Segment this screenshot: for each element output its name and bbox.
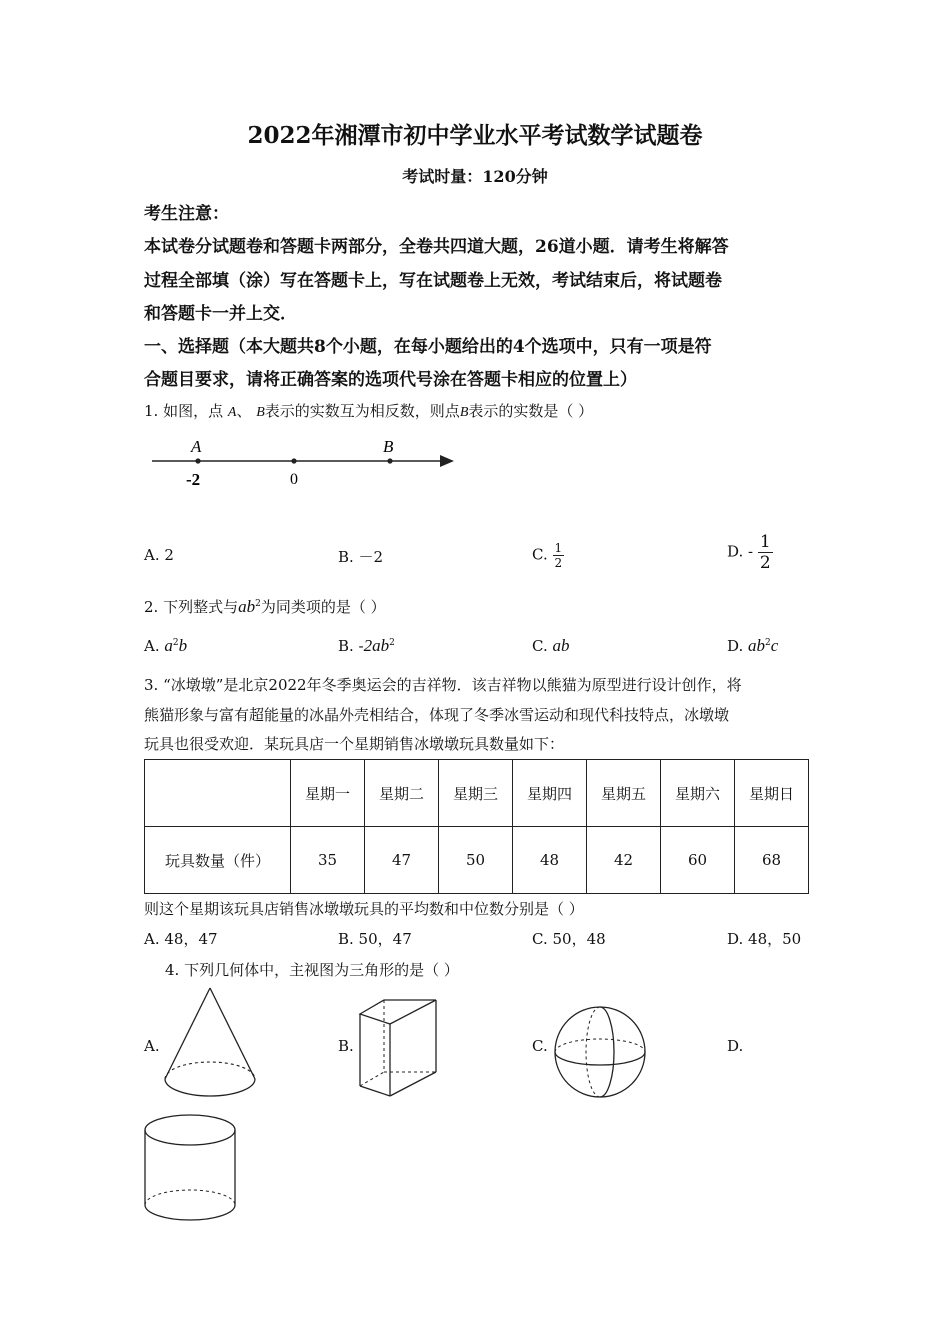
- section-heading-line-2: 合题目要求，请将正确答案的选项代号涂在答题卡相应的位置上）: [144, 370, 637, 390]
- q1-option-d-prefix: D. -: [727, 542, 754, 561]
- table-header-cell: 星期三: [439, 760, 513, 827]
- table-header-cell: 星期六: [661, 760, 735, 827]
- table-header-cell: 星期四: [513, 760, 587, 827]
- q4-option-a[interactable]: A.: [144, 1037, 160, 1055]
- table-cell: 47: [365, 827, 439, 894]
- table-header-row: [145, 760, 809, 827]
- exam-duration: 考试时量：120分钟: [402, 167, 548, 186]
- q2-option-a[interactable]: A. $a^2b$: [144, 636, 188, 655]
- q4-option-c[interactable]: C.: [532, 1037, 548, 1055]
- notice-line-3: 和答题卡一并上交．: [144, 304, 297, 324]
- question-4-text: 4. 下列几何体中，主视图为三角形的是（ ）: [165, 961, 459, 979]
- q1-option-d[interactable]: [727, 532, 773, 573]
- q2-text-b: 为同类项的是（ ）: [260, 598, 386, 616]
- q1-point-a: A: [227, 405, 237, 420]
- q2-option-b[interactable]: B. $-2ab^2$: [338, 636, 395, 655]
- table-header-cell: 星期一: [291, 760, 365, 827]
- notice-line-1: 本试卷分试题卷和答题卡两部分，全卷共四道大题，26道小题．请考生将解答: [144, 237, 729, 257]
- q1-point-b-2: B: [459, 405, 469, 420]
- q1-separator: 、: [236, 402, 252, 420]
- table-cell: 50: [439, 827, 513, 894]
- sphere-figure: [552, 1004, 648, 1100]
- table-cell: 48: [513, 827, 587, 894]
- question-1-text: [144, 400, 593, 421]
- tick-zero: 0: [290, 471, 298, 488]
- table-cell: 35: [291, 827, 365, 894]
- q3-option-b[interactable]: B. 50，47: [338, 930, 412, 948]
- number-line-figure: [146, 432, 466, 492]
- q1-text-c: 表示的实数是（ ）: [468, 402, 594, 420]
- section-heading-line-1: 一、选择题（本大题共8个小题，在每小题给出的4个选项中，只有一项是符: [144, 337, 712, 357]
- q3-option-d[interactable]: D. 48，50: [727, 930, 802, 948]
- q1-text-a: 1. 如图，点: [144, 402, 224, 420]
- q4-option-d[interactable]: D.: [727, 1037, 744, 1055]
- label-a: A: [191, 437, 202, 456]
- q1-option-d-fraction: $\frac{1}{2}$: [759, 532, 771, 573]
- q2-expression: ab: [238, 597, 256, 616]
- q3-line-3: 玩具也很受欢迎．某玩具店一个星期销售冰墩墩玩具数量如下：: [144, 735, 565, 753]
- q1-option-c[interactable]: [532, 541, 564, 570]
- arrow-head-icon: [440, 455, 454, 467]
- q1-option-c-prefix: C.: [532, 545, 548, 564]
- table-header-cell: 星期五: [587, 760, 661, 827]
- q3-line-1: 3. “冰墩墩”是北京2022年冬季奥运会的吉祥物．该吉祥物以熊猫为原型进行设计创作，将: [144, 676, 742, 694]
- origin-dot: [291, 458, 296, 463]
- q3-option-a[interactable]: A. 48，47: [144, 930, 218, 948]
- cone-figure: [160, 984, 260, 1102]
- q2-text-a: 2. 下列整式与: [144, 598, 239, 616]
- page-title: 2022年湘潭市初中学业水平考试数学试题卷: [247, 122, 703, 149]
- label-b: B: [383, 437, 394, 456]
- table-header-cell: 星期二: [365, 760, 439, 827]
- q3-question: 则这个星期该玩具店销售冰墩墩玩具的平均数和中位数分别是（ ）: [144, 900, 584, 918]
- q1-option-b[interactable]: B. －2: [338, 548, 384, 566]
- table-header-cell: [145, 760, 291, 827]
- q2-option-d[interactable]: D. $ab^2c$: [727, 636, 779, 655]
- q1-text-b: 表示的实数互为相反数，则点: [264, 402, 460, 420]
- q3-line-2: 熊猫形象与富有超能量的冰晶外壳相结合，体现了冬季冰雪运动和现代科技特点，冰墩墩: [144, 706, 730, 724]
- table-row-label: 玩具数量（件）: [145, 827, 291, 894]
- q2-exponent: 2: [255, 599, 261, 609]
- question-2-text: [144, 596, 386, 617]
- q1-point-b: B: [256, 405, 265, 420]
- q4-option-b[interactable]: B.: [338, 1037, 354, 1055]
- notice-line-2: 过程全部填（涂）写在答题卡上，写在试题卷上无效，考试结束后，将试题卷: [144, 271, 722, 291]
- notice-heading: 考生注意：: [144, 204, 229, 224]
- q1-option-a[interactable]: A. 2: [144, 546, 174, 564]
- table-cell: 60: [661, 827, 735, 894]
- q1-option-c-fraction: $\frac{1}{2}$: [554, 541, 563, 570]
- sales-table: [144, 759, 809, 894]
- table-cell: 68: [735, 827, 809, 894]
- tick-minus-two: -2: [186, 470, 201, 489]
- triangular-prism-figure: [354, 996, 444, 1100]
- q2-option-c[interactable]: C. ab: [532, 636, 570, 655]
- table-header-cell: 星期日: [735, 760, 809, 827]
- table-cell: 42: [587, 827, 661, 894]
- cylinder-figure: [140, 1110, 240, 1228]
- q3-option-c[interactable]: C. 50，48: [532, 930, 606, 948]
- table-row: [145, 827, 809, 894]
- point-a-dot: [195, 458, 200, 463]
- point-b-dot: [387, 458, 392, 463]
